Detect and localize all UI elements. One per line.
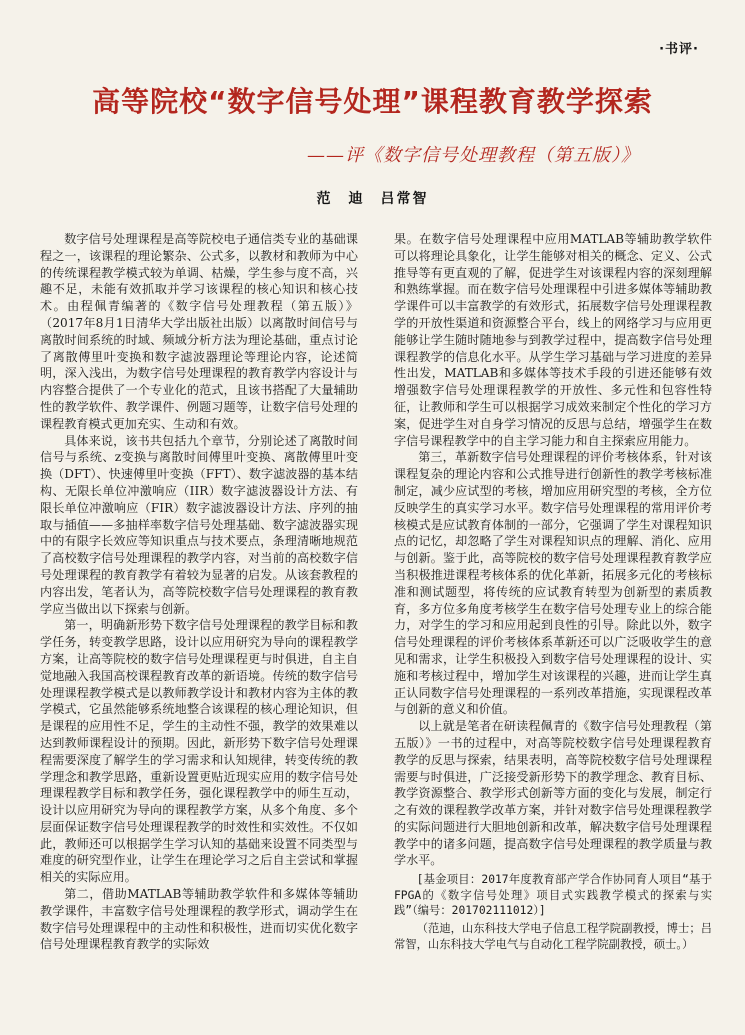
body-paragraph-continued: 果。在数字信号处理课程中应用MATLAB等辅助教学软件可以将理论具象化，让学生能够对相关的概念、定义、公式推导等有更直观的了解，促进学生对该课程内容的深刻理解和熟练掌握。而在数字信号处理课程中引进多媒体等辅助教学课件可以丰富教学的有效形式，拓展数字信号处理课程教学的开放性渠道和资源整合平台，线上的网络学习与应用更能够让学生随时随地参与到教学过程中，提高数字信号处理课程教学的信息化水平。从学生学习基础与学习进度的差异性出发，MATLAB和多媒体等技术手段的引进还能够有效增强数字信号处理课程教学的开放性、多元性和包容性特征，让教师和学生可以根据学习成效来制定个性化的学习方案，促进学生对自身学习情况的反思与总结，增强学生在数字信号课程教学中的自主学习能力和自主探索应用能力。 bbox=[394, 232, 712, 448]
article-subtitle: ——评《数字信号处理教程（第五版）》 bbox=[307, 145, 640, 166]
right-column bbox=[394, 231, 712, 952]
author-info: （范迪，山东科技大学电子信息工程学院副教授，博士；吕常智，山东科技大学电气与自动化工程学院副教授，硕士。） bbox=[394, 922, 712, 951]
body-paragraph: 第二，借助MATLAB等辅助教学软件和多媒体等辅助教学课件，丰富数字信号处理课程的教学形式，调动学生在数字信号处理课程中的主动性和积极性，进而切实优化数字信号处理课程教育教学的实际效 bbox=[40, 887, 358, 952]
body-paragraph: 数字信号处理课程是高等院校电子通信类专业的基础课程之一，该课程的理论繁杂、公式多，以教材和教师为中心的传统课程教学模式较为单调、枯燥，学生参与度不高，兴趣不足，未能有效抓取并学习该课程的核心知识和核心技术。由程佩青编著的《数字信号处理教程（第五版）》（2017年8月1日清华大学出版社出版）以离散时间信号与离散时间系统的时域、频域分析方法为理论基础，重点讨论了离散傅里叶变换和数字滤波器理论等理论内容，论述简明，深入浅出，为数字信号处理课程的教育教学内容设计与内容整合提供了一个专业化的范式，且该书搭配了大量辅助性的教学软件、教学课件、例题习题等，让数字信号处理的课程教育模式更加充实、生动和有效。 bbox=[40, 232, 358, 431]
body-paragraph: 具体来说，该书共包括九个章节，分别论述了离散时间信号与系统、z变换与离散时间傅里叶变换、离散傅里叶变换（DFT）、快速傅里叶变换（FFT）、数字滤波器的基本结构、无限长单位冲激响应（IIR）数字滤波器设计方法、有限长单位冲激响应（FIR）数字滤波器设计方法、序列的抽取与插值——多抽样率数字信号处理基础、数字滤波器实现中的有限字长效应等知识重点与技术要点，条理清晰地规范了高校数字信号处理课程的教学内容，对当前的高校数字信号处理课程的教育教学有着较为显著的启发。从该套教程的内容出发，笔者认为，高等院校数字信号处理课程的教育教学应当做出以下探索与创新。 bbox=[40, 433, 358, 616]
article-authors: 范 迪 吕常智 bbox=[316, 191, 429, 207]
body-paragraph: 第一，明确新形势下数字信号处理课程的教学目标和教学任务，转变教学思路，设计以应用研究为导向的课程教学方案，让高等院校的数字信号处理课程更与时俱进，自主自觉地融入我国高校课程教育改革的新语境。传统的数字信号处理课程教学模式是以教师教学设计和教材内容为主体的教学模式，它虽然能够系统地整合该课程的核心理论知识，但是课程的应用性不足，学生的主动性不强，教学的效果难以达到教师课程设计的预期。因此，新形势下数字信号处理课程需要深度了解学生的学习需求和认知规律，转变传统的教学理念和教学思路，重新设置更贴近现实应用的数字信号处理课程教学目标和教学任务，强化课程教学中的师生互动，设计以应用研究为导向的课程教学方案，从多个角度、多个层面保证数字信号处理课程教学的时效性和实效性。不仅如此，教师还可以根据学生学习认知的基础来设置不同类型与难度的研究型作业，让学生在理论学习之后自主尝试和掌握相关的实际应用。 bbox=[40, 618, 358, 885]
body-paragraph: 以上就是笔者在研读程佩青的《数字信号处理教程（第五版）》一书的过程中，对高等院校数字信号处理课程教育教学的反思与探索，结果表明，高等院校数字信号处理课程需要与时俱进，广泛接受新形势下的教学理念、教育目标、教学资源整合、教学形式创新等方面的变化与发展，制定行之有效的课程教学改革方案，并针对数字信号处理课程教学的实际问题进行大胆地创新和改革，解决数字信号处理课程教学中的诸多问题，提高数字信号处理课程的教学质量与教学水平。 bbox=[394, 719, 712, 868]
fund-note: [基金项目：2017年度教育部产学合作协同育人项目“基于FPGA的《数字信号处理》项目式实践教学模式的探索与实践”（编号：201702111012）] bbox=[394, 873, 712, 918]
left-column bbox=[40, 231, 358, 953]
article-title: 高等院校“数字信号处理”课程教育教学探索 bbox=[92, 85, 653, 118]
body-paragraph: 第三，革新数字信号处理课程的评价考核体系，针对该课程复杂的理论内容和公式推导进行创新性的教学考核标准制定，减少应试型的考核，增加应用研究型的考核，全方位反映学生的真实学习水平。数字信号处理课程的常用评价考核模式是应试教育体制的一部分，它强调了学生对课程知识点的记忆，却忽略了学生对课程知识点的理解、消化、应用与创新。鉴于此，高等院校的数字信号处理课程教育教学应当积极推进课程考核体系的优化革新，拓展多元化的考核标准和测试题型，将传统的应试教育转型为创新型的素质教育，多方位多角度考核学生在数字信号处理专业上的综合能力，对学生的学习和应用起到良性的引导。除此以外，数字信号处理课程的评价考核体系革新还可以广泛吸收学生的意见和需求，让学生积极投入到数字信号处理课程的设计、实施和考核过程中，增加学生对该课程的兴趣，进而让学生真正认同数字信号处理课程的一系列改革措施，实现课程改革与创新的意义和价值。 bbox=[394, 450, 712, 717]
section-tag: ·书评· bbox=[659, 42, 699, 57]
